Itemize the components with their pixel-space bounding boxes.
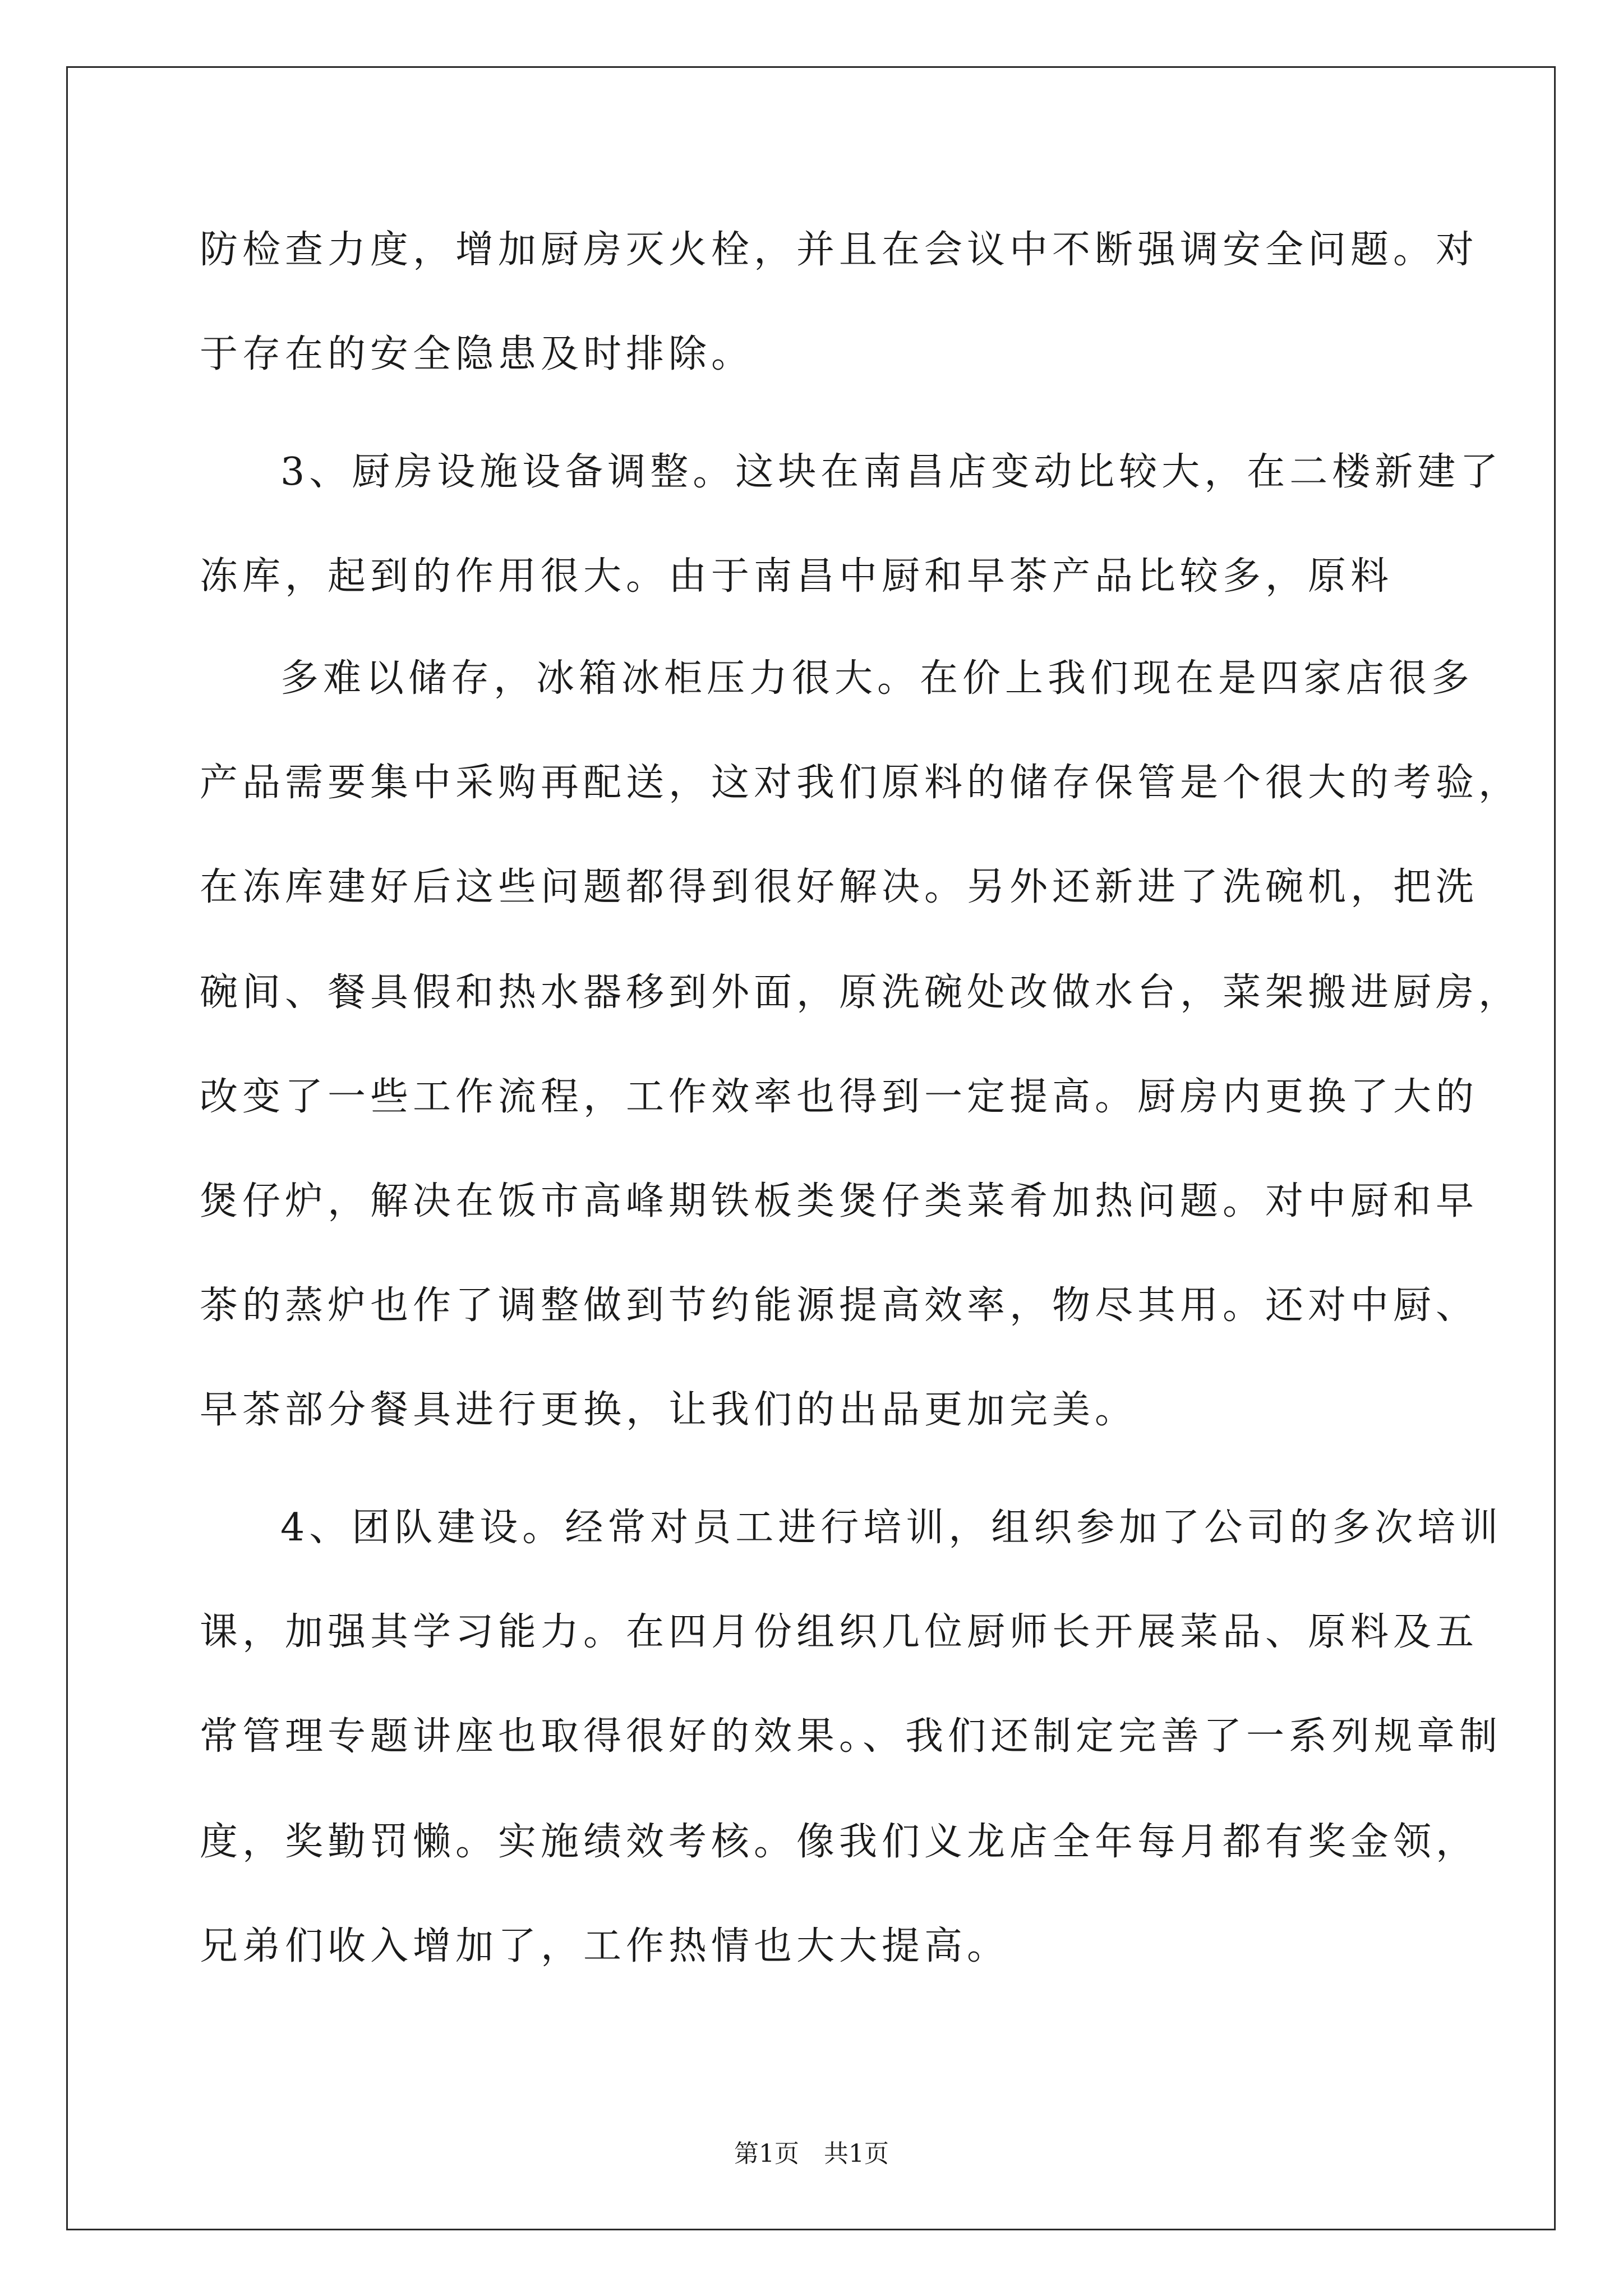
text-line: 度，奖勤罚懒。实施绩效考核。像我们义龙店全年每月都有奖金领， (200, 1820, 1479, 1864)
text-line: 课，加强其学习能力。在四月份组织几位厨师长开展菜品、原料及五 (200, 1610, 1479, 1654)
paragraph-start-line: 3、厨房设施设备调整。这块在南昌店变动比较大，在二楼新建了 (280, 450, 1503, 494)
text-line: 早茶部分餐具进行更换，让我们的出品更加完美。 (200, 1388, 1138, 1432)
text-line: 碗间、餐具假和热水器移到外面，原洗碗处改做水台，菜架搬进厨房， (200, 970, 1521, 1015)
text-line: 产品需要集中采购再配送，这对我们原料的储存保管是个很大的考验， (200, 761, 1521, 805)
text-line: 防检查力度，增加厨房灭火栓，并且在会议中不断强调安全问题。对 (200, 228, 1479, 272)
text-line: 兄弟们收入增加了，工作热情也大大提高。 (200, 1924, 1010, 1968)
page-number-footer: 第1页 共1页 (734, 2139, 889, 2168)
text-line: 在冻库建好后这些问题都得到很好解决。另外还新进了洗碗机，把洗 (200, 865, 1479, 909)
paragraph-start-line: 4、团队建设。经常对员工进行培训，组织参加了公司的多次培训 (280, 1506, 1503, 1550)
page-border (66, 66, 1556, 2230)
paragraph-start-line: 多难以储存，冰箱冰柜压力很大。在价上我们现在是四家店很多 (280, 656, 1474, 701)
text-line: 煲仔炉，解决在饭市高峰期铁板类煲仔类菜肴加热问题。对中厨和早 (200, 1179, 1479, 1223)
text-line: 常管理专题讲座也取得很好的效果。、我们还制定完善了一系列规章制 (200, 1714, 1502, 1759)
text-line: 冻库，起到的作用很大。由于南昌中厨和早茶产品比较多，原料 (200, 554, 1394, 599)
text-line: 茶的蒸炉也作了调整做到节约能源提高效率，物尽其用。还对中厨、 (200, 1283, 1479, 1328)
text-line: 改变了一些工作流程，工作效率也得到一定提高。厨房内更换了大的 (200, 1075, 1479, 1119)
text-line: 于存在的安全隐患及时排除。 (200, 332, 754, 376)
